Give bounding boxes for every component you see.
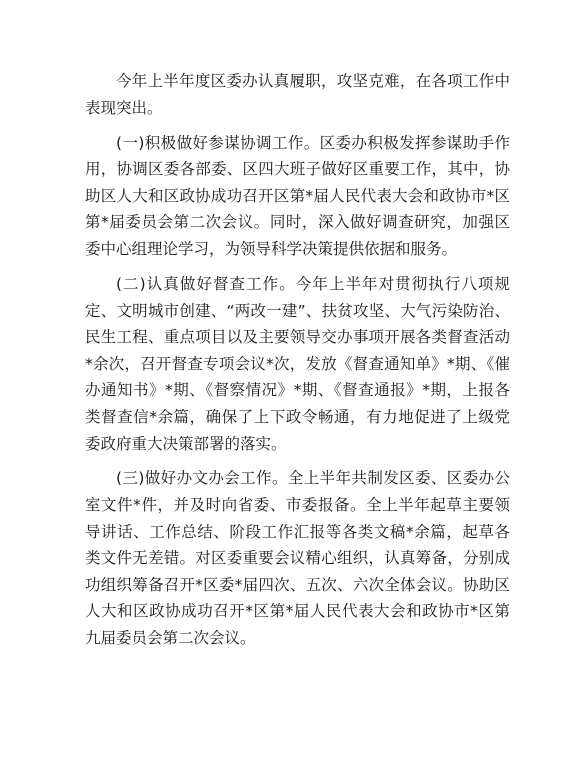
document-body: [85, 68, 510, 660]
intro-paragraph: 今年上半年度区委办认真履职，攻坚克难，在各项工作中表现突出。: [85, 72, 510, 117]
section-1-paragraph: (一)积极做好参谋协调工作。区委办积极发挥参谋助手作用，协调区委各部委、区四大班子做好区重要工作，其中，协助区人大和区政协成功召开区第*届人民代表大会和政协市*区第*届委员会第二次会议。同时，深入做好调查研究，加强区委中心组理论学习，为领导科学决策提供依据和服务。: [85, 133, 510, 258]
section-2-paragraph: (二)认真做好督查工作。今年上半年对贯彻执行八项规定、文明城市创建、“两改一建”、扶贫攻坚、大气污染防治、民生工程、重点项目以及主要领导交办事项开展各类督查活动*余次，召开督查专项会议*次，发放《督查通知单》*期、《催办通知书》*期、《督察情况》*期、《督查通报》*期，上报各类督查信*余篇，确保了上下政令畅通，有力地促进了上级党委政府重大决策部署的落实。: [85, 274, 510, 453]
section-3-paragraph: (三)做好办文办会工作。全上半年共制发区委、区委办公室文件*件，并及时向省委、市委报备。全上半年起草主要领导讲话、工作总结、阶段工作汇报等各类文稿*余篇，起草各类文件无差错。对区委重要会议精心组织，认真筹备，分别成功组织筹备召开*区委*届四次、五次、六次全体会议。协助区人大和区政协成功召开*区第*届人民代表大会和政协市*区第九届委员会第二次会议。: [85, 469, 510, 648]
